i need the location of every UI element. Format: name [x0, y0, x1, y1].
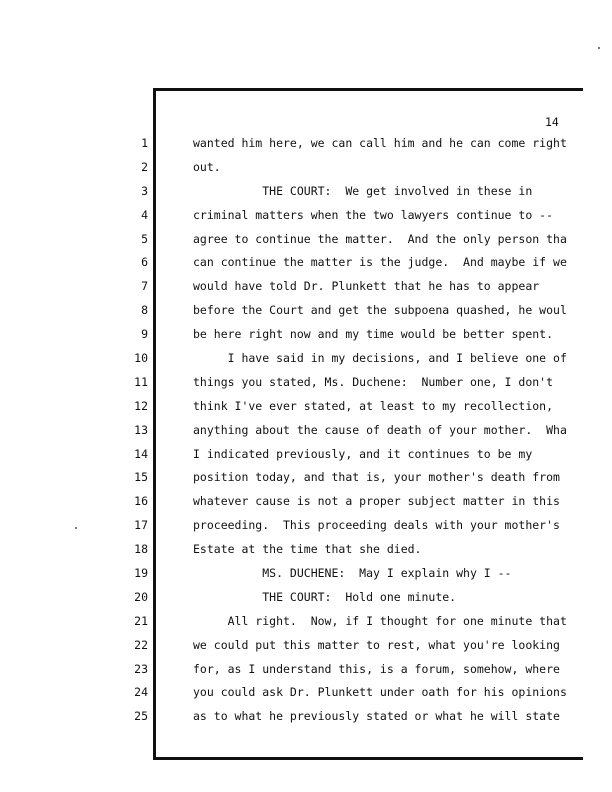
line-number: 17: [134, 518, 148, 533]
transcript-line: criminal matters when the two lawyers continue to --: [193, 207, 554, 222]
line-number: 2: [141, 159, 148, 174]
line-number: 18: [134, 542, 148, 557]
transcript-line: be here right now and my time would be better spent.: [193, 327, 554, 342]
transcript-line: whatever cause is not a proper subject matter in this: [193, 494, 560, 509]
page-number: 14: [545, 115, 559, 129]
line-number: 16: [134, 494, 148, 509]
line-number: 6: [141, 255, 148, 270]
line-number: 10: [134, 351, 148, 366]
line-number: 5: [141, 231, 148, 246]
line-number: 24: [134, 685, 148, 700]
line-number: 19: [134, 566, 148, 581]
line-number: 14: [134, 446, 148, 461]
transcript-line: I have said in my decisions, and I believe one of: [193, 351, 567, 366]
line-number: 11: [134, 374, 148, 389]
transcript-line: Estate at the time that she died.: [193, 542, 422, 557]
transcript-line: we could put this matter to rest, what you're looking: [193, 637, 560, 652]
transcript-line: would have told Dr. Plunkett that he has to appear: [193, 279, 540, 294]
transcript-line: out.: [193, 159, 221, 174]
transcript-line: THE COURT: Hold one minute.: [193, 589, 457, 604]
transcript-line: MS. DUCHENE: May I explain why I --: [193, 566, 512, 581]
line-number: 9: [141, 327, 148, 342]
transcript-line: can continue the matter is the judge. And maybe if we: [193, 255, 567, 270]
line-number: 12: [134, 398, 148, 413]
transcript-line: THE COURT: We get involved in these in: [193, 183, 533, 198]
scan-speck: [598, 47, 600, 49]
line-number: 21: [134, 613, 148, 628]
line-number: 25: [134, 709, 148, 724]
line-number: 7: [141, 279, 148, 294]
transcript-line: position today, and that is, your mother's death from: [193, 470, 560, 485]
line-number: 23: [134, 661, 148, 676]
transcript-line: I indicated previously, and it continues to be my: [193, 446, 533, 461]
transcript-line: anything about the cause of death of your mother. Wha: [193, 422, 567, 437]
line-number: 1: [141, 136, 148, 150]
transcript-line: before the Court and get the subpoena quashed, he woul: [193, 303, 567, 318]
transcript-line: think I've ever stated, at least to my recollection,: [193, 398, 554, 413]
transcript-line: for, as I understand this, is a forum, somehow, where: [193, 661, 560, 676]
line-number: 8: [141, 303, 148, 318]
transcript-line: you could ask Dr. Plunkett under oath for his opinions: [193, 685, 567, 700]
line-number: 15: [134, 470, 148, 485]
transcript-line: agree to continue the matter. And the only person tha: [193, 231, 567, 246]
line-number-column: [118, 136, 148, 733]
line-number: 13: [134, 422, 148, 437]
line-number: 4: [141, 207, 148, 222]
line-number: 3: [141, 183, 148, 198]
transcript-line: as to what he previously stated or what he will state: [193, 709, 560, 724]
scan-speck: [75, 527, 77, 529]
line-number: 22: [134, 637, 148, 652]
transcript-line: proceeding. This proceeding deals with your mother's: [193, 518, 560, 533]
transcript-line: All right. Now, if I thought for one minute that: [193, 613, 567, 628]
transcript-line: wanted him here, we can call him and he can come right: [193, 136, 567, 150]
transcript-line: things you stated, Ms. Duchene: Number one, I don't: [193, 374, 554, 389]
line-number: 20: [134, 589, 148, 604]
transcript-body: [193, 136, 588, 733]
